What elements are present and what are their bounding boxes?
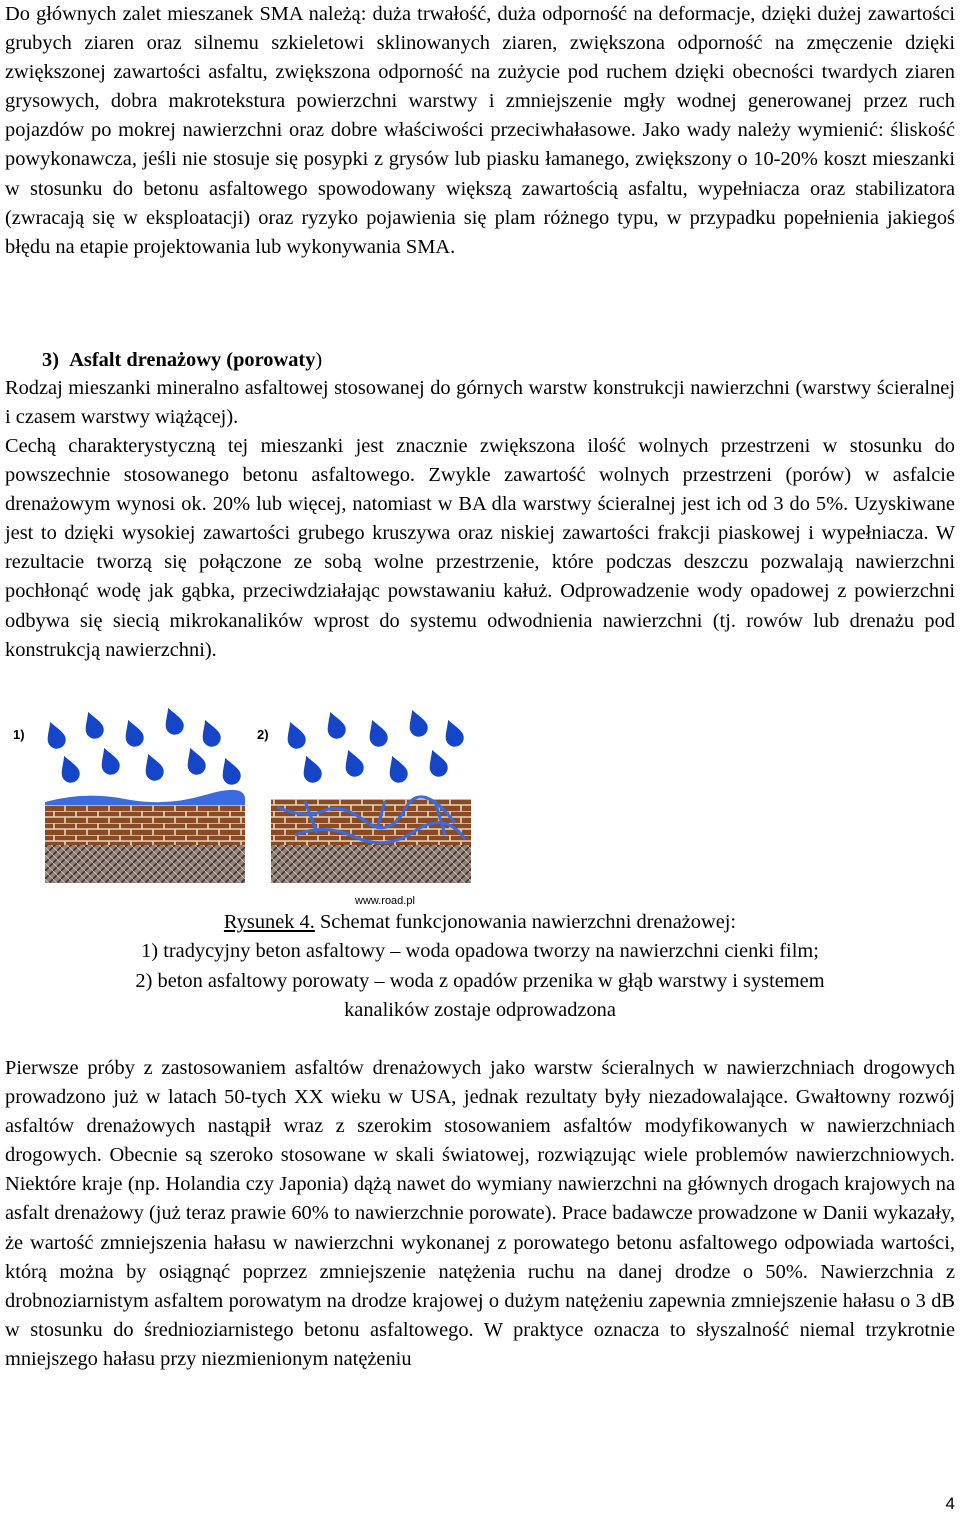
figure-label-1: 1) xyxy=(13,727,25,742)
figure-caption xyxy=(0,908,960,1025)
base-layer-1 xyxy=(45,845,245,883)
figure-watermark: www.road.pl xyxy=(355,895,415,907)
drainage-schematic-figure xyxy=(5,703,475,908)
paragraph-history: Pierwsze próby z zastosowaniem asfaltów drenażowych jako warstw ścieralnych w nawierzchniach drogowych prowadzono już w latach 50-tych XX wieku w USA, jednak rezultaty były niezadowalające. Gwałtowny rozwój asfaltów drenażowych nastąpił wraz z szerokim stosowaniem asfaltów modyfikowanych w nawierzchniach drogowych. Obecnie są szeroko stosowane w skali światowej, rozwiązując wiele problemów nawierzchniowych. Niektóre kraje (np. Holandia czy Japonia) dążą nawet do wymiany nawierzchni na głównych drogach krajowych na asfalt drenażowy (już teraz prawie 60% to nawierzchnie porowate). Prace badawcze prowadzone w Danii wykazały, że wartość zmniejszenia hałasu w nawierzchni wykonanej z porowatego betonu asfaltowego odpowiada wartości, którą można by osiągnąć poprzez zmniejszenie natężenia ruchu na danej drodze o 50%. Nawierzchnia z drobnoziarnistym asfaltem porowatym na drodze krajowej o dużym natężeniu zapewnia zmniejszenie hałasu o 3 dB w stosunku do średnioziarnistego betonu asfaltowego. W praktyce oznacza to słyszalność niemal trzykrotnie mniejszego hałasu przy niezmienionym natężeniu xyxy=(5,1057,955,1370)
figure-label-2: 2) xyxy=(257,727,269,742)
paragraph-characteristics: Cechą charakterystyczną tej mieszanki jest znacznie zwiększona ilość wolnych przestrzeni w stosunku do powszechnie stosowanego betonu asfaltowego. Zwykle zawartość wolnych przestrzeni (porów) w asfalcie drenażowym wynosi ok. 20% lub więcej, natomiast w BA dla warstwy ścieralnej jest ich od 3 do 5%. Uzyskiwane jest to dzięki wysokiej zawartości grubego kruszywa oraz niskiej zawartości frakcji piaskowej i wypełniacza. W rezultacie tworzą się połączone ze sobą wolne przestrzenie, które podczas deszczu pozwalają nawierzchni pochłonąć wodę jak gąbka, przeciwdziałając powstawaniu kałuż. Odprowadzenie wody opadowej z powierzchni odbywa się siecią mikrokanalików wprost do systemu odwodnienia nawierzchni (tj. rowów lub drenażu pod konstrukcją nawierzchni). xyxy=(5,435,955,661)
caption-label: Rysunek 4. xyxy=(223,911,315,933)
page-number: 4 xyxy=(945,1494,955,1513)
panel-traditional-asphalt xyxy=(42,705,245,883)
caption-line-1: 1) tradycyjny beton asfaltowy – woda opadowa tworzy na nawierzchni cienki film; xyxy=(141,940,819,963)
caption-line-2: 2) beton asfaltowy porowaty – woda z opadów przenika w głąb warstwy i systemem xyxy=(135,969,825,992)
caption-title-line xyxy=(0,908,960,937)
asphalt-layer-1 xyxy=(45,805,245,845)
base-layer-2 xyxy=(271,845,471,883)
paragraph-sma-advantages: Do głównych zalet mieszanek SMA należą: duża trwałość, duża odporność na deformacje, dzięki dużej zawartości grubych ziaren oraz silnemu szkieletowi sklinowanych ziaren, zwiększona odporność na zmęczenie dzięki zwiększonej zawartości asfaltu, zwiększona odporność na zużycie pod ruchem dzięki obecności twardych ziaren grysowych, dobra makrotekstura powierzchni warstwy i zmniejszenie mgły wodnej generowanej przez ruch pojazdów po mokrej nawierzchni oraz dobre właściwości przeciwhałasowe. Jako wady należy wymienić: śliskość powykonawcza, jeśli nie stosuje się posypki z grysów lub piasku łamanego, zwiększony o 10-20% koszt mieszanki w stosunku do betonu asfaltowego spowodowany większą zawartością asfaltu, wypełniacza oraz stabilizatora (zwracają się w eksploatacji) oraz ryzyko pojawienia się plam różnego typu, w przypadku popełnienia jakiegoś błędu na etapie projektowania lub wykonywania SMA. xyxy=(5,3,955,258)
section-heading xyxy=(42,346,322,375)
paragraph-definition: Rodzaj mieszanki mineralno asfaltowej stosowanej do górnych warstw konstrukcji nawierzchni (warstwy ścieralnej i czasem warstwy wiążącej). xyxy=(5,377,955,429)
caption-title: Schemat funkcjonowania nawierzchni drenażowej: xyxy=(314,911,737,933)
panel-porous-asphalt xyxy=(271,707,471,883)
section-number: 3) xyxy=(42,349,59,371)
water-film xyxy=(45,790,245,807)
section-title: Asfalt drenażowy (porowaty xyxy=(69,349,316,371)
caption-line-3: kanalików zostaje odprowadzona xyxy=(344,998,616,1021)
rain-drops-1 xyxy=(42,705,243,787)
section-title-closing: ) xyxy=(315,349,323,371)
rain-drops-2 xyxy=(282,707,466,785)
